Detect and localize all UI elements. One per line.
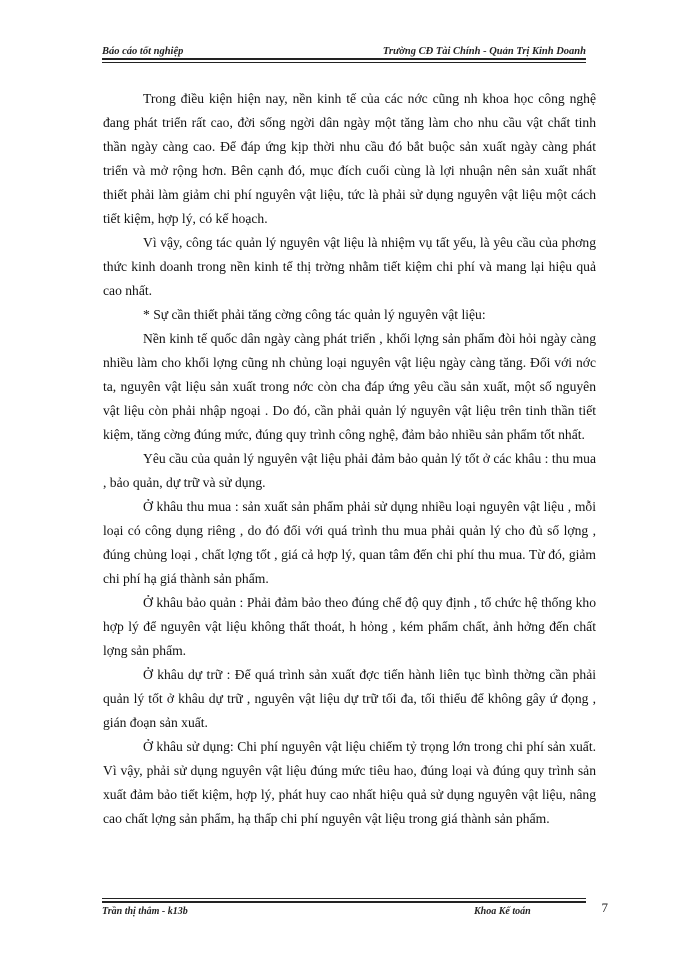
paragraph: Trong điều kiện hiện nay, nền kinh tế của các nớc cũng nh khoa học công nghệ đang phát triển rất cao, đời sống ngời dân ngày một tăng làm cho nhu cầu vật chất tinh thần ngày càng cao. Để đáp ứng kịp thời nhu cầu đó bắt buộc sản xuất ngày càng phát triển và mở rộng hơn. Bên cạnh đó, mục đích cuối cùng là lợi nhuận nên sản xuất nhất thiết phải làm giảm chi phí nguyên vật liệu, tức là phải sử dụng nguyên vật liệu một cách tiết kiệm, hợp lý, có kế hoạch. (103, 91, 596, 226)
body-text (103, 87, 596, 831)
paragraph: * Sự cần thiết phải tăng cờng công tác quản lý nguyên vật liệu: (143, 307, 486, 322)
running-footer (102, 898, 608, 922)
page-number: 7 (601, 900, 608, 915)
paragraph: Yêu cầu của quản lý nguyên vật liệu phải đảm bảo quản lý tốt ở các khâu : thu mua , bảo quản, dự trữ và sử dụng. (103, 451, 597, 490)
header-rule-thin (102, 62, 586, 63)
footer-department: Khoa Kế toán (474, 906, 531, 917)
paragraph: Ở khâu dự trữ : Để quá trình sản xuất đợc tiến hành liên tục bình thờng cần phải quản lý tốt ở khâu dự trữ , nguyên vật liệu dự trữ tối đa, tối thiểu để không gây ứ đọng , gián đoạn sản xuất. (103, 667, 596, 730)
header-rule (102, 58, 586, 60)
header-school-name: Trường CĐ Tài Chính - Quản Trị Kinh Doanh (382, 46, 586, 57)
paragraph: Vì vậy, công tác quản lý nguyên vật liệu là nhiệm vụ tất yếu, là yêu cầu của phơng thức kinh doanh trong nền kinh tế thị trờng nhằm tiết kiệm chi phí và mang lại hiệu quả cao nhất. (103, 235, 596, 298)
paragraph: Ở khâu bảo quản : Phải đảm bảo theo đúng chế độ quy định , tổ chức hệ thống kho hợp lý để nguyên vật liệu không thất thoát, h hỏng , kém phẩm chất, ảnh hởng đến chất lợng sản phẩm. (103, 595, 596, 658)
running-header (102, 40, 586, 60)
paragraph: Ở khâu thu mua : sản xuất sản phẩm phải sử dụng nhiều loại nguyên vật liệu , mỗi loại có công dụng riêng , do đó đối với quá trình thu mua phải quản lý cho đủ số lợng , đúng chủng loại , chất lợng tốt , giá cả hợp lý, quan tâm đến chi phí thu mua. Từ đó, giảm chi phí hạ giá thành sản phẩm. (103, 499, 596, 586)
footer-author: Trần thị thắm - k13b (102, 906, 188, 917)
header-report-title: Báo cáo tốt nghiệp (102, 46, 184, 57)
footer-rule (102, 901, 586, 903)
paragraph: Nền kinh tế quốc dân ngày càng phát triển , khối lợng sản phẩm đòi hỏi ngày càng nhiều làm cho khối lợng cũng nh chủng loại nguyên vật liệu ngày càng tăng. Đối với nớc ta, nguyên vật liệu sản xuất trong nớc còn cha đáp ứng yêu cầu sản xuất, một số nguyên vật liệu còn phải nhập ngoại . Do đó, cần phải quản lý nguyên vật liệu trên tinh thần tiết kiệm, tăng cờng đúng mức, đúng quy trình công nghệ, đảm bảo nhiều sản phẩm tốt nhất. (103, 331, 596, 442)
footer-rule-thin (102, 898, 586, 899)
paragraph: Ở khâu sử dụng: Chi phí nguyên vật liệu chiếm tỷ trọng lớn trong chi phí sản xuất. Vì vậy, phải sử dụng nguyên vật liệu đúng mức tiêu hao, đúng loại và đúng quy trình sản xuất đảm bảo tiết kiệm, hợp lý, phát huy cao nhất hiệu quả sử dụng nguyên vật liệu, nâng cao chất lợng sản phẩm, hạ thấp chi phí nguyên vật liệu trong giá thành sản phẩm. (103, 739, 596, 826)
